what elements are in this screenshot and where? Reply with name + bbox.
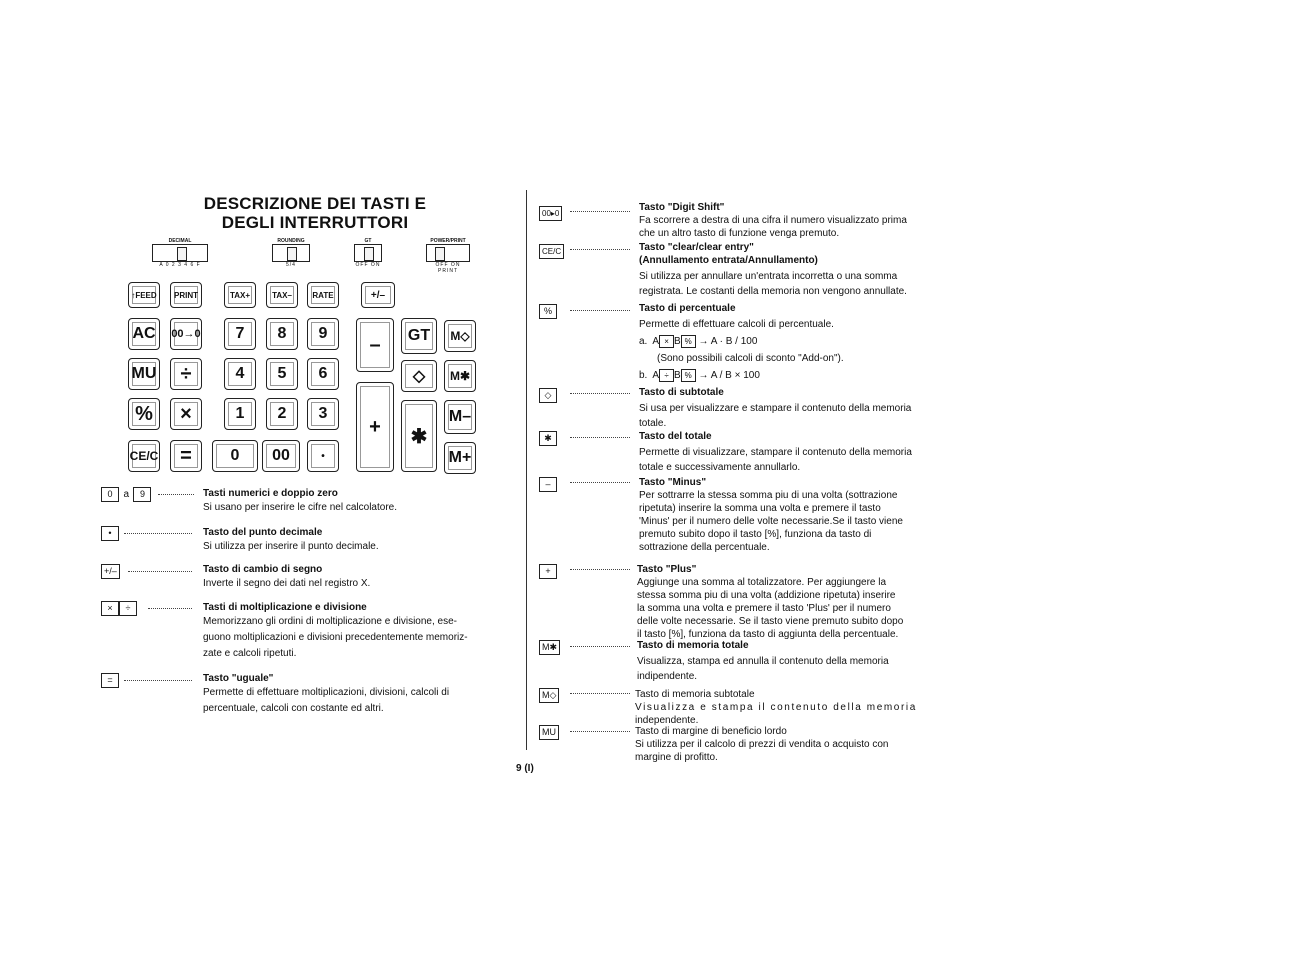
subtotal-key-icon: ◇	[539, 385, 557, 403]
minus-key[interactable]: –	[356, 318, 394, 372]
plus-minus-key[interactable]: +/–	[361, 282, 395, 308]
decimal-switch[interactable]: DECIMAL A 0 2 3 4 6 F	[152, 238, 208, 268]
leader-dots	[570, 482, 630, 483]
total-desc: Tasto del totale Permette di visualizzare, stampare il contenuto della memoria totale e successivamente annullarlo.	[639, 431, 912, 473]
leader-dots	[570, 393, 630, 394]
leader-dots	[570, 249, 630, 250]
key-2[interactable]: 2	[266, 398, 298, 430]
print-key[interactable]: PRINT	[170, 282, 202, 308]
divide-key[interactable]: ÷	[170, 358, 202, 390]
power-print-switch[interactable]: POWER/PRINT OFF ON PRINT	[426, 238, 470, 274]
m-subtotal-key-icon: M◇	[539, 685, 559, 703]
leader-dots	[570, 731, 630, 732]
m-subtotal-key[interactable]: M◇	[444, 320, 476, 352]
mu-key-icon: MU	[539, 722, 559, 740]
decimal-key-desc: Tasto del punto decimale Si utilizza per inserire il punto decimale.	[203, 527, 379, 552]
key-6[interactable]: 6	[307, 358, 339, 390]
mu-desc: Tasto di margine di beneficio lordo Si utilizza per il calcolo di prezzi di vendita o acquisto con margine di profitto.	[635, 726, 889, 763]
decimal-key-icon: •	[101, 523, 119, 541]
leader-dots	[570, 310, 630, 311]
m-subtotal-desc: Tasto di memoria subtotale Visualizza e stampa il contenuto della memoria independente.	[635, 689, 917, 726]
plus-key-icon: +	[539, 561, 557, 579]
key-5[interactable]: 5	[266, 358, 298, 390]
m-total-key[interactable]: M✱	[444, 360, 476, 392]
key-3[interactable]: 3	[307, 398, 339, 430]
key-4[interactable]: 4	[224, 358, 256, 390]
percent-key-icon: %	[539, 301, 557, 319]
leader-dots	[570, 437, 630, 438]
key-7[interactable]: 7	[224, 318, 256, 350]
key-8[interactable]: 8	[266, 318, 298, 350]
key-0[interactable]: 0	[212, 440, 258, 472]
equals-key[interactable]: =	[170, 440, 202, 472]
key-9[interactable]: 9	[307, 318, 339, 350]
numeric-keys-desc: Tasti numerici e doppio zero Si usano per inserire le cifre nel calcolatore.	[203, 488, 397, 513]
digit-shift-desc: Tasto "Digit Shift" Fa scorrere a destra di una cifra il numero visualizzato prima che un altro tasto di funzione venga premuto.	[639, 202, 907, 239]
leader-dots	[570, 693, 630, 694]
m-minus-key[interactable]: M–	[444, 400, 476, 434]
sign-change-desc: Tasto di cambio di segno Inverte il segno dei dati nel registro X.	[203, 564, 371, 589]
plus-key[interactable]: +	[356, 382, 394, 472]
percent-formula-a: a. A × B % → A · B / 100	[639, 336, 758, 347]
rounding-switch[interactable]: ROUNDING 5/4	[272, 238, 310, 268]
feed-key[interactable]: ↑FEED	[128, 282, 160, 308]
subtotal-desc: Tasto di subtotale Si usa per visualizzare e stampare il contenuto della memoria totale.	[639, 387, 912, 429]
equals-key-icon: =	[101, 670, 119, 688]
clear-entry-key[interactable]: CE/C	[128, 440, 160, 472]
rate-key[interactable]: RATE	[307, 282, 339, 308]
m-plus-key[interactable]: M+	[444, 442, 476, 474]
key-00[interactable]: 00	[262, 440, 300, 472]
total-key[interactable]: ✱	[401, 400, 437, 472]
plus-desc: Tasto "Plus" Aggiunge una somma al totalizzatore. Per aggiungere la stessa somma piu di una volta (addizione ripetuta) inserire la somma una volta e premere il tasto 'Plus' per il numero delle volte necessarie. Se il tasto viene premuto subito dopo il tasto [%], funziona da tasto di aggiunta della percentuale.	[637, 564, 904, 640]
page-title: DESCRIZIONE DEI TASTI E DEGLI INTERRUTTORI	[203, 194, 427, 232]
page-number: 9 (I)	[516, 763, 534, 774]
key-1[interactable]: 1	[224, 398, 256, 430]
percent-key-desc: Tasto di percentuale Permette di effettuare calcoli di percentuale. a. A × B % → A · B / 100 (Sono possibili calcoli di sconto "Add-on"). b. A ÷ B % → A / B × 100	[639, 302, 949, 383]
percent-key[interactable]: %	[128, 398, 160, 430]
mul-div-keys-icon: × ÷	[101, 598, 137, 616]
minus-desc: Tasto "Minus" Per sottrarre la stessa somma piu di una volta (sottrazione ripetuta) inserire la somma una volta e premere il tasto 'Minus' per il numero delle volte necessarie.Se il tasto viene premuto subito dopo il tasto [%], funziona da tasto di sottrazione della percentuale.	[639, 477, 903, 553]
multiply-key[interactable]: ×	[170, 398, 202, 430]
leader-dots	[570, 211, 630, 212]
minus-key-icon: –	[539, 474, 557, 492]
tax-plus-key[interactable]: TAX+	[224, 282, 256, 308]
leader-dots	[570, 646, 630, 647]
leader-dots	[570, 569, 630, 570]
leader-dots	[128, 571, 192, 572]
m-total-desc: Tasto di memoria totale Visualizza, stampa ed annulla il contenuto della memoria indipendente.	[637, 640, 889, 682]
leader-dots	[124, 533, 192, 534]
mul-div-desc: Tasti di moltiplicazione e divisione Memorizzano gli ordini di moltiplicazione e divisione, ese- guono moltiplicazioni e divisioni precedentemente memoriz- zate e calcoli ripetuti.	[203, 602, 468, 659]
digit-shift-key[interactable]: 00→0	[170, 318, 202, 350]
sign-change-key-icon: +/–	[101, 561, 120, 579]
column-divider	[526, 190, 527, 750]
leader-dots	[124, 680, 192, 681]
leader-dots	[158, 494, 194, 495]
clear-key-icon: CE/C	[539, 241, 564, 259]
tax-minus-key[interactable]: TAX–	[266, 282, 298, 308]
ac-key[interactable]: AC	[128, 318, 160, 350]
percent-formula-b: b. A ÷ B % → A / B × 100	[639, 370, 760, 381]
m-total-key-icon: M✱	[539, 637, 560, 655]
digit-shift-key-icon: 00▸0	[539, 203, 562, 221]
gt-switch[interactable]: GT OFF ON	[355, 238, 381, 268]
clear-key-desc: Tasto "clear/clear entry" (Annullamento entrata/Annullamento) Si utilizza per annullare un'entrata incorretta o una somma registrata. Le costanti della memoria non vengono annullate.	[639, 242, 907, 297]
numeric-keys-icon: 0 a 9	[101, 484, 151, 502]
leader-dots	[148, 608, 192, 609]
gt-key[interactable]: GT	[401, 318, 437, 354]
subtotal-key[interactable]: ◇	[401, 360, 437, 392]
decimal-point-key[interactable]: •	[307, 440, 339, 472]
equals-desc: Tasto "uguale" Permette di effettuare moltiplicazioni, divisioni, calcoli di percentuale, calcoli con costante ed altri.	[203, 673, 450, 714]
total-key-icon: ✱	[539, 428, 557, 446]
mu-key[interactable]: MU	[128, 358, 160, 390]
